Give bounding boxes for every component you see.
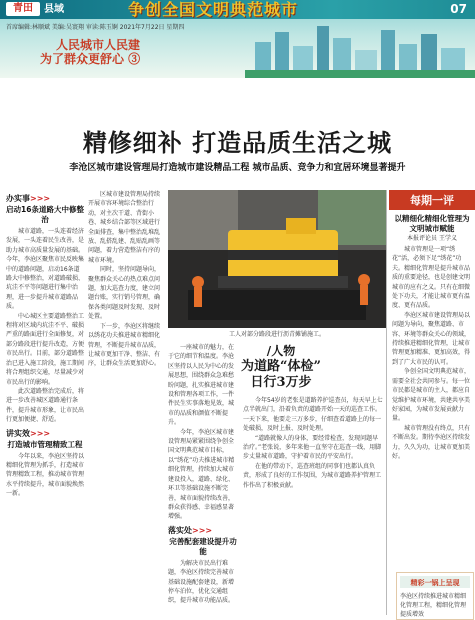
newspaper-logo: 青田: [6, 2, 40, 16]
article-subtitle: 李沧区城市建设管理局打造城市建设精品工程 城市品质、竞争力和宜居环境显著提升: [69, 163, 406, 173]
article-photo: [168, 190, 386, 328]
banner-line-1: 人民城市人民建: [56, 38, 141, 52]
column-1: [6, 190, 84, 615]
commentary-header-label: 每期一评: [410, 194, 454, 207]
paragraph: 中心城区主要道路整治工程将对区域内坑洼不平、破损严重的路面进行全面修复，对部分路段进行提升改造，方便市民出行。目前，部分道路整治已进入施工阶段，施工期间将合理组织交通，尽量减少对市民出行的影响。: [6, 312, 84, 386]
feature-headline: [241, 344, 321, 391]
section-subheading: 打造城市管理精致工程: [7, 439, 83, 449]
paragraph: 在他的带动下，巡查班组的同事们也都认真负责，形成了良好的工作氛围，为城市道路养护管理工作作出了积极贡献。: [243, 462, 382, 489]
paragraph: “道路就像人的身体，要经常检查，发现问题早治疗。”老张说，多年来他一直坚守在巡查一线，用脚步丈量城市道路，守护着市民的平安出行。: [243, 434, 382, 461]
paragraph: 区城市建设管理局持续开展市容环境综合整治行动，对主次干道、背街小巷、城乡结合部等区域进行全面排查，集中整治乱堆乱放、乱搭乱建、乱贴乱画等问题，着力营造整洁有序的城市环境。: [88, 191, 161, 264]
section-heading: 办实事>>>: [6, 194, 51, 203]
paragraph: 同时，坚持问题导向，聚焦群众关心的热点难点问题，加大巡查力度，建立问题台账，实行销号管理，确保各类问题及时发现、及时处置。: [88, 266, 161, 321]
paragraph: 今年，李沧区城市建设管理局紧紧围绕争创全国文明典范城市目标，以“绣花”功夫推进城市精细化管理，持续加大城市建设投入，道路、绿化、环卫等基础设施不断完善，城市面貌持续改善，群众获得感、幸福感显著增强。: [168, 428, 235, 521]
commentary-column: [392, 214, 472, 569]
paragraph: 今年54岁的老张是道路养护巡查员，每天早上七点半就出门，沿着负责的道路开始一天的巡查工作。一天下来，他要走三万多步，仔细查看道路上的每一处破损，及时上报、及时处理。: [243, 397, 383, 433]
feature-line-1: 为道路“体检”: [241, 359, 321, 374]
masthead: [0, 0, 475, 78]
promo-box: [396, 572, 474, 620]
paragraph: 此次道路整治完成后，将进一步改善城区道路通行条件，提升城市形象，让市民出行更加便捷、舒适。: [6, 387, 84, 424]
paragraph: 城市管理是一项“绣花”活，必须下足“绣花”功夫。精细化管理是提升城市品质的重要途径，也是创建文明城市的应有之义。只有在细微处下功夫，才能让城市更有温度、更有品质。: [392, 246, 471, 310]
paragraph: 今年以来，李沧区坚持以精细化管理为抓手，打造城市管理精致工程，推动城市管理水平持续提升，城市面貌焕然一新。: [6, 452, 84, 498]
feature-line-2: 日行3万步: [250, 375, 312, 390]
section-heading: 落实处>>>: [168, 525, 213, 535]
article-title: 精修细补 打造品质生活之城: [82, 129, 393, 157]
slogan: 争创全国文明典范城市: [128, 0, 299, 19]
promo-title: 精彩一锅上呈现: [410, 579, 460, 587]
column-divider: [386, 190, 387, 615]
column-4: [243, 396, 383, 615]
page-number: 07: [450, 2, 467, 16]
photo-caption: 工人对部分路段进行沥青摊铺施工。: [228, 331, 325, 338]
paragraph: 下一步，李沧区将继续以绣花功夫推进城市精细化管理，不断提升城市品质，让城市更加干净、整洁、有序，让群众生活更加舒心。: [88, 322, 161, 368]
commentary-byline: 本报评论员 王学义: [407, 235, 457, 242]
section-subheading: 完善配套建设提升功能: [169, 536, 237, 556]
column-3: [168, 343, 238, 615]
city-skyline-illustration: [245, 20, 475, 78]
promo-text: 李沧区持续推进城市精细化管理工程，精细化管理提质增效: [400, 593, 467, 618]
promo-title-bar: [400, 576, 470, 588]
edition-meta: 首席编辑:林顺斌 美编:吴寰翔 审读:陈玉婀 2021年7月22日 星期四: [6, 24, 185, 31]
paragraph: 争创全国文明典范城市，需要全社会共同参与。每一位市民都是城市的主人，都应自觉维护城市环境，共建共享美好家园，为城市发展贡献力量。: [392, 368, 471, 423]
paragraph: 李沧区城市建设管理局以问题为导向，聚焦道路、市容、环境等群众关心的领域，持续推进精细化管理，让城市管理更加精准、更加高效，得到了广大市民的认可。: [392, 311, 471, 366]
banner-line-2: 为了群众更舒心 ③: [40, 52, 141, 66]
paragraph: 城市道路，一头连着经济发展，一头连着民生改善，是助力城市高质量发展的基础。今年，李沧区聚焦市民反映集中的道路问题，启动16条道路大中修整治，对道路破损、坑洼不平等问题进行集中治理，进一步提升城市道路品质。: [6, 228, 84, 311]
section-subheading: 启动16条道路大中修整治: [6, 205, 84, 224]
section-heading: 讲实效>>>: [6, 428, 51, 438]
column-2: [88, 190, 164, 615]
paragraph: 一座城市的魅力，在于它的细节和温度。李沧区坚持以人民为中心的发展思想，围绕群众急难愁盼问题，扎实推进城市建设和管理各项工作，一件件民生实事落地见效，城市的品质和颜值不断提升。: [168, 344, 235, 427]
paragraph: 城市管理没有终点，只有不断出发。期待李沧区持续发力，久久为功，让城市更加美好。: [392, 424, 471, 460]
commentary-title: 以精细化精细化管理为文明城市赋能: [394, 214, 470, 233]
paragraph: 为解决市民出行难题，李沧区持续完善城市基础设施配套建设，新增停车泊位，优化交通组织，提升城市功能品质。: [168, 559, 235, 605]
section-name: 县域: [44, 4, 64, 15]
feature-kicker: /人物: [266, 344, 296, 358]
commentary-header: [389, 190, 475, 210]
